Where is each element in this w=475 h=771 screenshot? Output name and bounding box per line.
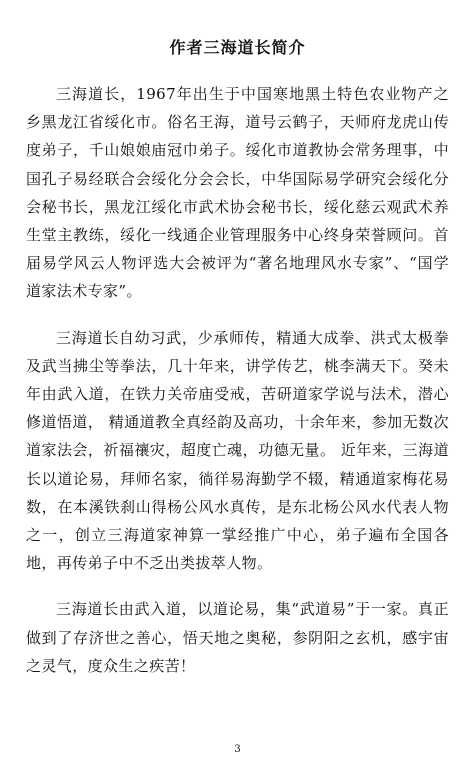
- paragraph-1: 三海道长，1967年出生于中国寒地黑土特色农业物产之乡黑龙江省绥化市。俗名王海，道号云鹤子，天师府龙虎山传度弟子，千山娘娘庙冠巾弟子。绥化市道教协会常务理事，中国孔子易经联合会绥化分会会长，中华国际易学研究会绥化分会秘书长，黑龙江绥化市武术协会秘书长，绥化慈云观武术养生堂主教练，绥化一线通企业管理服务中心终身荣誉顾问。首届易学风云人物评选大会被评为“著名地理风水专家”、“国学道家法术专家”。: [26, 85, 449, 301]
- page-title: 作者三海道长简介: [169, 38, 306, 57]
- paragraph-3: 三海道长由武入道，以道论易，集“武道易”于一家。真正做到了存济世之善心，悟天地之奥秘，参阴阳之玄机，感宇宙之灵气，度众生之疾苦！: [26, 600, 449, 675]
- paragraph-2: 三海道长自幼习武，少承师传，精通大成拳、洪式太极拳及武当拂尘等拳法，几十年来，讲学传艺，桃李满天下。癸未年由武入道，在铁力关帝庙受戒，苦研道家学说与法术，潜心修道悟道， 精通道教全真经韵及高功，十余年来，参加无数次道家法会，祈福禳灾，超度亡魂，功德无量。 近年来，三海道长以道论易，拜师名家，徜徉易海勤学不辍，精通道家梅花易数，在本溪铁刹山得杨公风水真传，是东北杨公风水代表人物之一，创立三海道家神算一掌经推广中心，弟子遍布全国各地，再传弟子中不乏出类拔萃人物。: [26, 328, 449, 573]
- page-number: 3: [234, 744, 241, 755]
